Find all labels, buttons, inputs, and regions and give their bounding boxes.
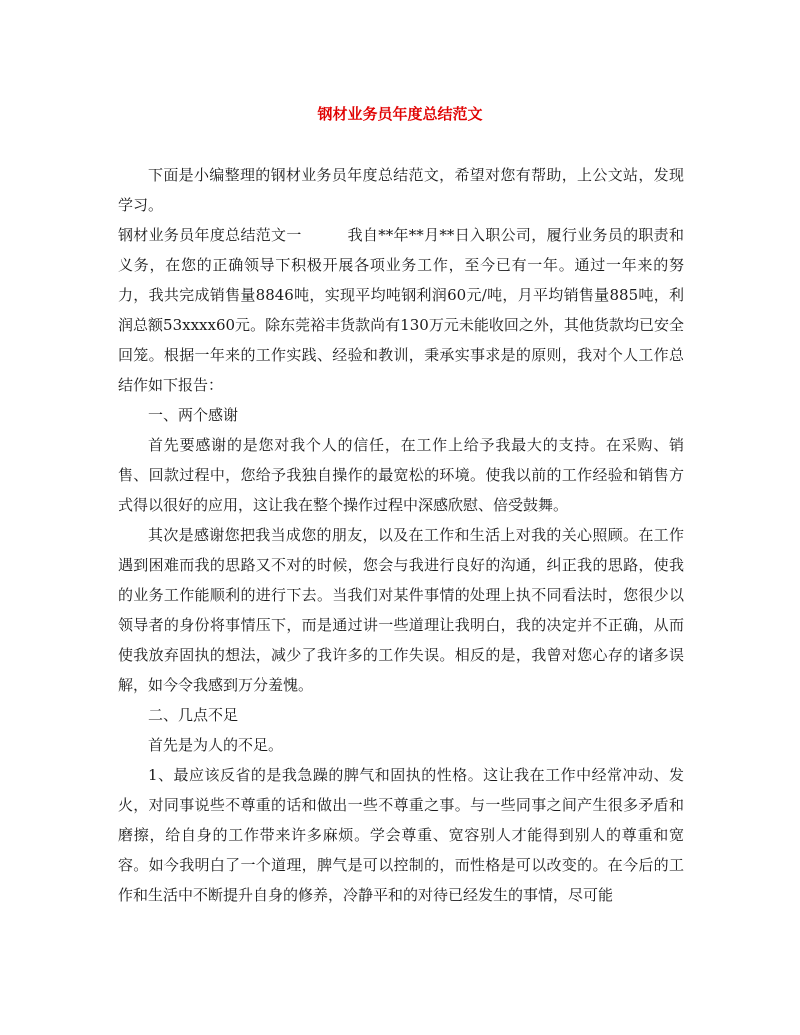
shortcomings-intro: 首先是为人的不足。 [148,736,284,754]
document-title: 钢材业务员年度总结范文 [317,105,483,123]
thanks-paragraph-1: 首先要感谢的是您对我个人的信任，在工作上给予我最大的支持。在采购、销售、回款过程中，您给予我独自操作的最宽松的环境。使我以前的工作经验和销售方式得以很好的应用，这让我在整个操作过程中深感欣慰、倍受鼓舞。 [118,436,684,514]
intro-paragraph: 下面是小编整理的钢材业务员年度总结范文，希望对您有帮助，上公文站，发现学习。 [118,166,684,214]
section-heading-thanks: 一、两个感谢 [148,406,239,424]
document-body [118,160,684,910]
shortcomings-point-1: 1、最应该反省的是我急躁的脾气和固执的性格。这让我在工作中经常冲动、发火，对同事说些不尊重的话和做出一些不尊重之事。与一些同事之间产生很多矛盾和磨擦，给自身的工作带来许多麻烦。学会尊重、宽容别人才能得到别人的尊重和宽容。如今我明白了一个道理，脾气是可以控制的，而性格是可以改变的。在今后的工作和生活中不断提升自身的修养，冷静平和的对待已经发生的事情，尽可能 [118,766,684,904]
thanks-paragraph-2: 其次是感谢您把我当成您的朋友，以及在工作和生活上对我的关心照顾。在工作遇到困难而我的思路又不对的时候，您会与我进行良好的沟通，纠正我的思路，使我的业务工作能顺利的进行下去。当我们对某件事情的处理上执不同看法时，您很少以领导者的身份将事情压下，而是通过讲一些道理让我明白，我的决定并不正确，从而使我放弃固执的想法，减少了我许多的工作失误。相反的是，我曾对您心存的诸多误解，如今令我感到万分羞愧。 [118,526,684,694]
section-heading-shortcomings: 二、几点不足 [148,706,239,724]
report-opening-paragraph: 钢材业务员年度总结范文一 我自**年**月**日入职公司，履行业务员的职责和义务，在您的正确领导下积极开展各项业务工作，至今已有一年。通过一年来的努力，我共完成销售量8846吨，实现平均吨钢利润60元/吨，月平均销售量885吨，利润总额53xxxx60元。除东莞裕丰货款尚有130万元未能收回之外，其他货款均已安全回笼。根据一年来的工作实践、经验和教训，秉承实事求是的原则，我对个人工作总结作如下报告： [118,226,684,394]
